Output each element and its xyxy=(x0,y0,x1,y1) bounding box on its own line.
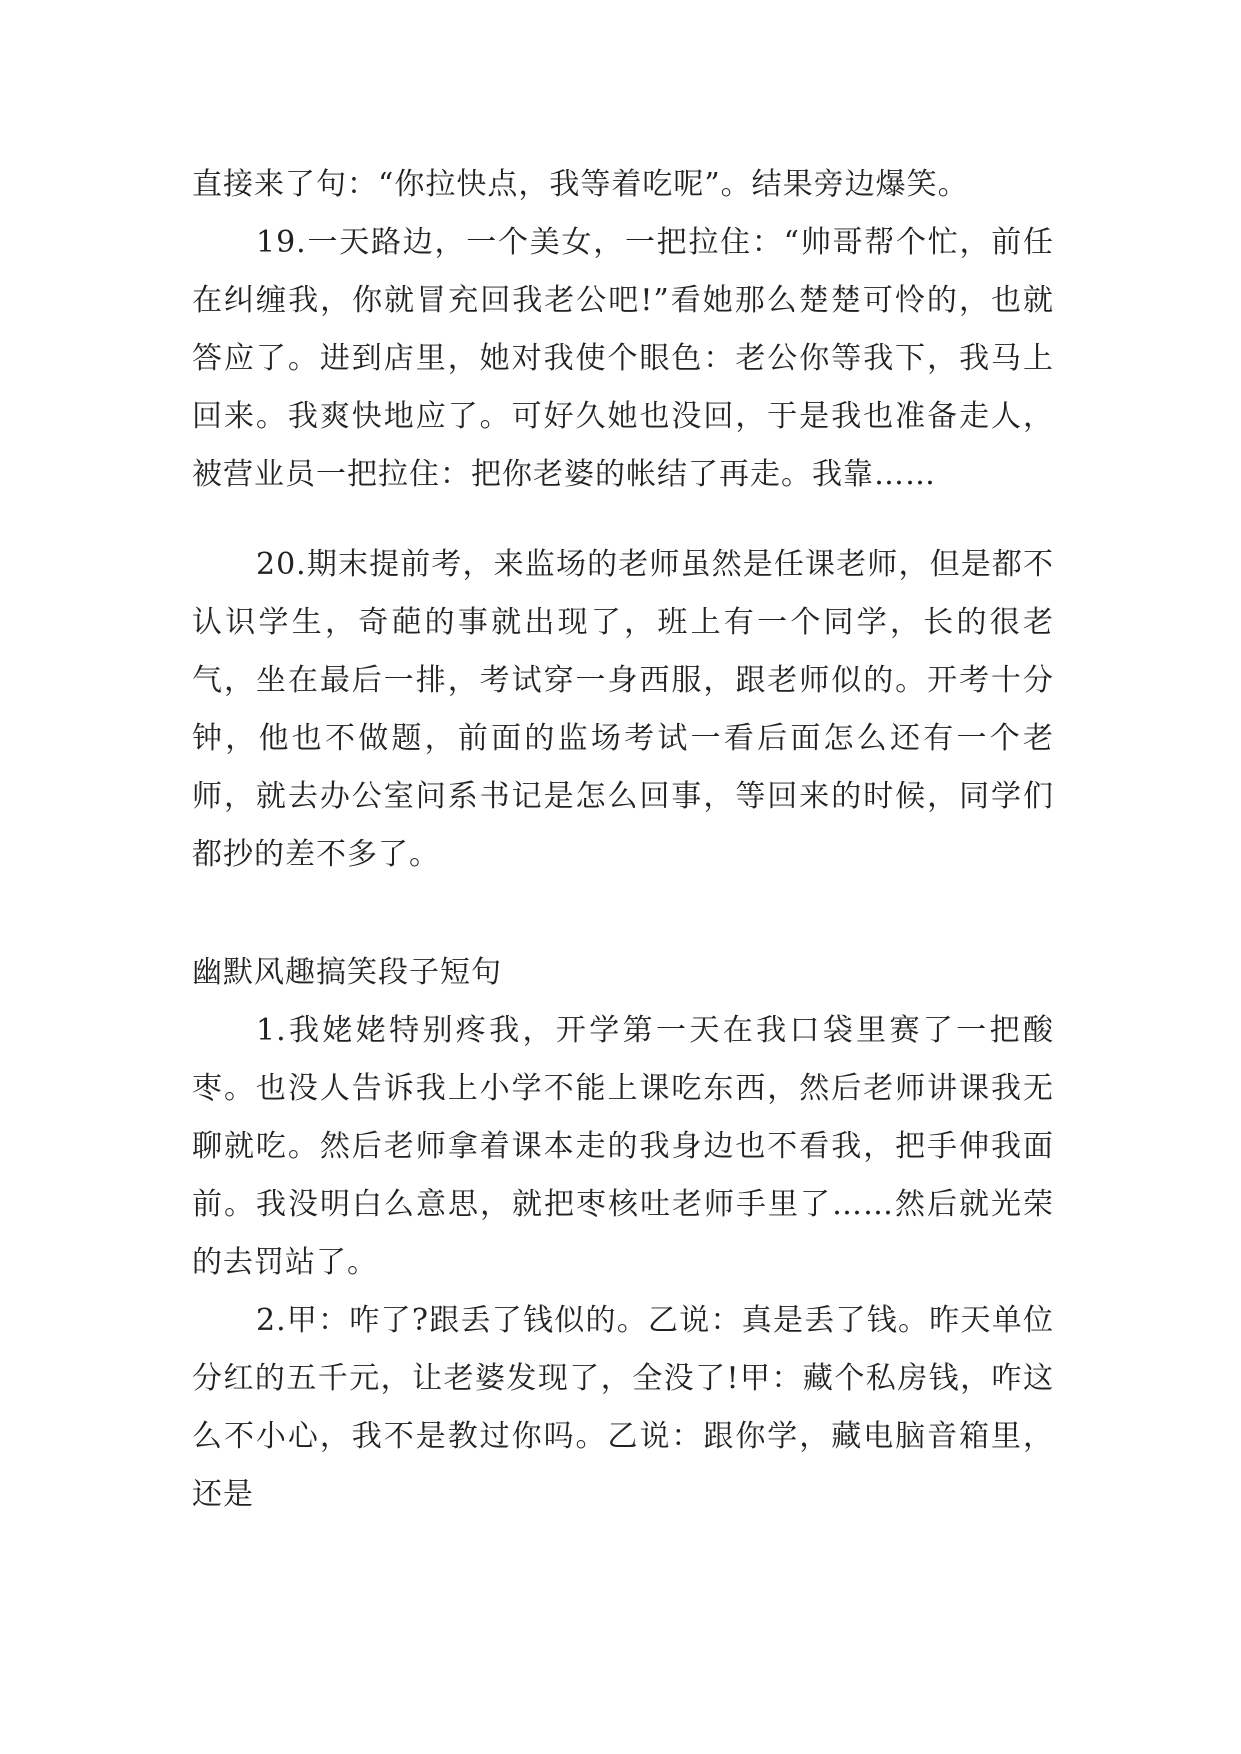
paragraph-item-2: 2.甲：咋了?跟丢了钱似的。乙说：真是丢了钱。昨天单位分红的五千元，让老婆发现了，全没了!甲：藏个私房钱，咋这么不小心，我不是教过你吗。乙说：跟你学，藏电脑音箱里，还是 xyxy=(192,1303,1054,1512)
paragraph-item-19: 19.一天路边，一个美女，一把拉住：“帅哥帮个忙，前任在纠缠我，你就冒充回我老公吧!”看她那么楚楚可怜的，也就答应了。进到店里，她对我使个眼色：老公你等我下，我马上回来。我爽快地应了。可好久她也没回，于是我也准备走人，被营业员一把拉住：把你老婆的帐结了再走。我靠…… xyxy=(192,225,1054,492)
paragraph-item-20: 20.期末提前考，来监场的老师虽然是任课老师，但是都不认识学生，奇葩的事就出现了，班上有一个同学，长的很老气，坐在最后一排，考试穿一身西服，跟老师似的。开考十分钟，他也不做题，前面的监场考试一看后面怎么还有一个老师，就去办公室问系书记是怎么回事，等回来的时候，同学们都抄的差不多了。 xyxy=(192,547,1054,872)
section-heading: 幽默风趣搞笑段子短句 xyxy=(192,955,502,990)
document-body xyxy=(192,156,1054,1524)
paragraph-item-1: 1.我姥姥特别疼我，开学第一天在我口袋里赛了一把酸枣。也没人告诉我上小学不能上课吃东西，然后老师讲课我无聊就吃。然后老师拿着课本走的我身边也不看我，把手伸我面前。我没明白么意思，就把枣核吐老师手里了……然后就光荣的去罚站了。 xyxy=(192,1013,1054,1280)
paragraph-continuation: 直接来了句：“你拉快点，我等着吃呢”。结果旁边爆笑。 xyxy=(192,167,969,202)
